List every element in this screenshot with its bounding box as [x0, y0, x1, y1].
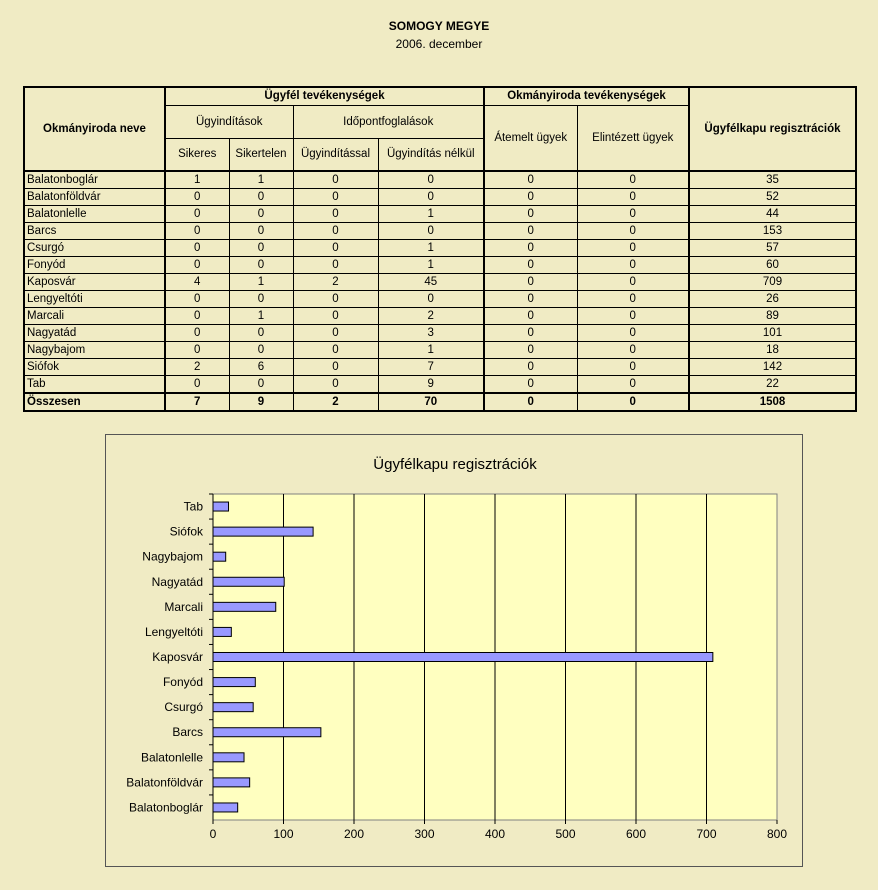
table-cell: 0: [577, 257, 689, 274]
category-label: Barcs: [172, 725, 203, 740]
table-cell: 2: [293, 274, 378, 291]
header-sikertelen: Sikertelen: [229, 138, 293, 171]
table-cell: 101: [689, 325, 856, 342]
header-atemelt: Átemelt ügyek: [484, 105, 577, 171]
table-row: [24, 189, 856, 206]
table-cell: 0: [293, 376, 378, 394]
table-row: [24, 342, 856, 359]
total-cell: 0: [577, 393, 689, 411]
header-ugyfelkapu: Ügyfélkapu regisztrációk: [689, 87, 856, 171]
x-tick-label: 0: [209, 827, 217, 841]
table-cell: 0: [293, 189, 378, 206]
table-cell: 9: [378, 376, 484, 394]
table-cell: 0: [229, 206, 293, 223]
table-cell: 0: [484, 171, 577, 189]
office-name-cell: Tab: [24, 376, 165, 394]
header-ugyinditas-nelkul: Ügyindítás nélkül: [378, 138, 484, 171]
table-cell: 0: [577, 308, 689, 325]
table-cell: 0: [229, 376, 293, 394]
header-ugyinditassal: Ügyindítással: [293, 138, 378, 171]
table-cell: 89: [689, 308, 856, 325]
table-cell: 0: [577, 189, 689, 206]
office-name-cell: Marcali: [24, 308, 165, 325]
table-cell: 1: [378, 240, 484, 257]
category-label: Tab: [183, 499, 203, 514]
bar: [213, 753, 244, 762]
table-cell: 0: [165, 257, 229, 274]
table-cell: 0: [577, 223, 689, 240]
table-cell: 0: [378, 291, 484, 308]
header-elintezett: Elintézett ügyek: [577, 105, 689, 171]
table-cell: 0: [484, 376, 577, 394]
category-label: Csurgó: [164, 700, 203, 715]
x-tick-label: 700: [696, 827, 717, 841]
statistics-table: [23, 86, 857, 412]
table-cell: 0: [293, 342, 378, 359]
table-cell: 0: [165, 342, 229, 359]
table-cell: 1: [165, 171, 229, 189]
table-cell: 1: [229, 274, 293, 291]
table-cell: 0: [577, 240, 689, 257]
table-cell: 1: [229, 308, 293, 325]
table-cell: 0: [484, 359, 577, 376]
category-label: Lengyeltóti: [144, 624, 203, 639]
x-tick-label: 300: [414, 827, 435, 841]
category-label: Siófok: [169, 524, 203, 539]
total-cell: 7: [165, 393, 229, 411]
bar: [213, 803, 238, 812]
office-name-cell: Siófok: [24, 359, 165, 376]
header-sikeres: Sikeres: [165, 138, 229, 171]
header-group-ugyfel: Ügyfél tevékenységek: [165, 87, 484, 105]
table-cell: 0: [229, 189, 293, 206]
bar: [213, 703, 253, 712]
table-cell: 0: [293, 291, 378, 308]
table-cell: 0: [293, 325, 378, 342]
office-name-cell: Csurgó: [24, 240, 165, 257]
table-cell: 45: [378, 274, 484, 291]
table-cell: 2: [165, 359, 229, 376]
category-label: Nagyatád: [151, 574, 203, 589]
table-row: [24, 325, 856, 342]
office-name-cell: Lengyeltóti: [24, 291, 165, 308]
table-row: [24, 257, 856, 274]
table-cell: 0: [229, 342, 293, 359]
table-cell: 0: [484, 257, 577, 274]
table-cell: 0: [577, 359, 689, 376]
office-name-cell: Barcs: [24, 223, 165, 240]
table-cell: 0: [165, 206, 229, 223]
bar: [213, 653, 713, 662]
x-tick-label: 100: [273, 827, 294, 841]
x-tick-label: 400: [484, 827, 506, 841]
category-label: Fonyód: [162, 675, 203, 690]
table-row: [24, 359, 856, 376]
table-cell: 22: [689, 376, 856, 394]
table-cell: 0: [229, 223, 293, 240]
table-cell: 0: [229, 325, 293, 342]
table-row: [24, 376, 856, 394]
table-cell: 153: [689, 223, 856, 240]
table-cell: 0: [229, 257, 293, 274]
bar-chart: [106, 435, 804, 868]
table-cell: 18: [689, 342, 856, 359]
table-cell: 35: [689, 171, 856, 189]
chart-title: Ügyfélkapu regisztrációk: [373, 456, 537, 473]
header-office-name: Okmányiroda neve: [24, 87, 165, 171]
category-label: Kaposvár: [152, 650, 203, 664]
table-cell: 44: [689, 206, 856, 223]
table-row: [24, 308, 856, 325]
table-cell: 1: [229, 171, 293, 189]
table-cell: 0: [165, 376, 229, 394]
table-cell: 4: [165, 274, 229, 291]
table-cell: 26: [689, 291, 856, 308]
office-name-cell: Fonyód: [24, 257, 165, 274]
total-cell: 9: [229, 393, 293, 411]
header-group-okmany: Okmányiroda tevékenységek: [484, 87, 689, 105]
table-cell: 1: [378, 342, 484, 359]
table-cell: 709: [689, 274, 856, 291]
bar: [213, 678, 255, 687]
table-cell: 0: [165, 189, 229, 206]
bar: [213, 502, 229, 511]
table-cell: 0: [484, 240, 577, 257]
table-cell: 52: [689, 189, 856, 206]
bar: [213, 778, 250, 787]
table-cell: 0: [378, 223, 484, 240]
table-cell: 1: [378, 206, 484, 223]
bar: [213, 552, 226, 561]
total-cell: 70: [378, 393, 484, 411]
table-cell: 0: [165, 325, 229, 342]
table-cell: 0: [293, 223, 378, 240]
table-cell: 0: [577, 274, 689, 291]
category-label: Marcali: [164, 599, 203, 614]
page-title: SOMOGY MEGYE: [388, 19, 490, 33]
table-cell: 0: [577, 171, 689, 189]
table-cell: 0: [484, 274, 577, 291]
bar: [213, 527, 313, 536]
table-cell: 60: [689, 257, 856, 274]
table-cell: 0: [293, 171, 378, 189]
total-cell: 0: [484, 393, 577, 411]
office-name-cell: Nagyatád: [24, 325, 165, 342]
office-name-cell: Balatonföldvár: [24, 189, 165, 206]
table-cell: 0: [484, 308, 577, 325]
bar: [213, 728, 321, 737]
total-label: Összesen: [24, 393, 165, 411]
x-tick-label: 600: [625, 827, 647, 841]
table-cell: 6: [229, 359, 293, 376]
bar: [213, 577, 284, 586]
table-row: [24, 206, 856, 223]
total-cell: 2: [293, 393, 378, 411]
table-cell: 0: [293, 206, 378, 223]
office-name-cell: Balatonboglár: [24, 171, 165, 189]
total-cell: 1508: [689, 393, 856, 411]
table-cell: 142: [689, 359, 856, 376]
table-cell: 0: [165, 308, 229, 325]
table-cell: 0: [293, 359, 378, 376]
table-cell: 0: [293, 257, 378, 274]
table-cell: 0: [484, 342, 577, 359]
table-cell: 0: [229, 240, 293, 257]
table-cell: 0: [293, 308, 378, 325]
table-cell: 0: [293, 240, 378, 257]
table-cell: 0: [165, 240, 229, 257]
table-row: [24, 240, 856, 257]
x-tick-label: 500: [555, 827, 576, 841]
table-cell: 0: [484, 206, 577, 223]
bar: [213, 627, 231, 636]
table-cell: 0: [484, 189, 577, 206]
table-cell: 0: [165, 291, 229, 308]
table-row: [24, 171, 856, 189]
table-cell: 0: [165, 223, 229, 240]
x-tick-label: 200: [343, 827, 365, 841]
category-label: Balatonföldvár: [126, 775, 203, 790]
table-row: [24, 274, 856, 291]
table-cell: 0: [484, 325, 577, 342]
page-subtitle: 2006. december: [395, 37, 483, 51]
x-tick-label: 800: [766, 827, 788, 841]
category-label: Balatonboglár: [128, 800, 203, 815]
category-label: Nagybajom: [142, 549, 203, 564]
table-cell: 0: [378, 189, 484, 206]
header-idopontfoglalasok: Időpontfoglalások: [293, 105, 484, 138]
office-name-cell: Balatonlelle: [24, 206, 165, 223]
table-cell: 0: [577, 206, 689, 223]
table-cell: 0: [577, 325, 689, 342]
table-cell: 2: [378, 308, 484, 325]
bar: [213, 602, 276, 611]
chart-container: [105, 434, 803, 867]
table-row: [24, 291, 856, 308]
office-name-cell: Kaposvár: [24, 274, 165, 291]
header-ugyinditasok: Ügyindítások: [165, 105, 293, 138]
table-cell: 3: [378, 325, 484, 342]
table-cell: 0: [484, 291, 577, 308]
table-cell: 57: [689, 240, 856, 257]
table-cell: 0: [577, 376, 689, 394]
table-row: [24, 223, 856, 240]
table-cell: 0: [577, 342, 689, 359]
table-cell: 0: [577, 291, 689, 308]
table-cell: 1: [378, 257, 484, 274]
table-cell: 7: [378, 359, 484, 376]
table-cell: 0: [378, 171, 484, 189]
table-cell: 0: [229, 291, 293, 308]
table-cell: 0: [484, 223, 577, 240]
category-label: Balatonlelle: [140, 750, 203, 765]
office-name-cell: Nagybajom: [24, 342, 165, 359]
